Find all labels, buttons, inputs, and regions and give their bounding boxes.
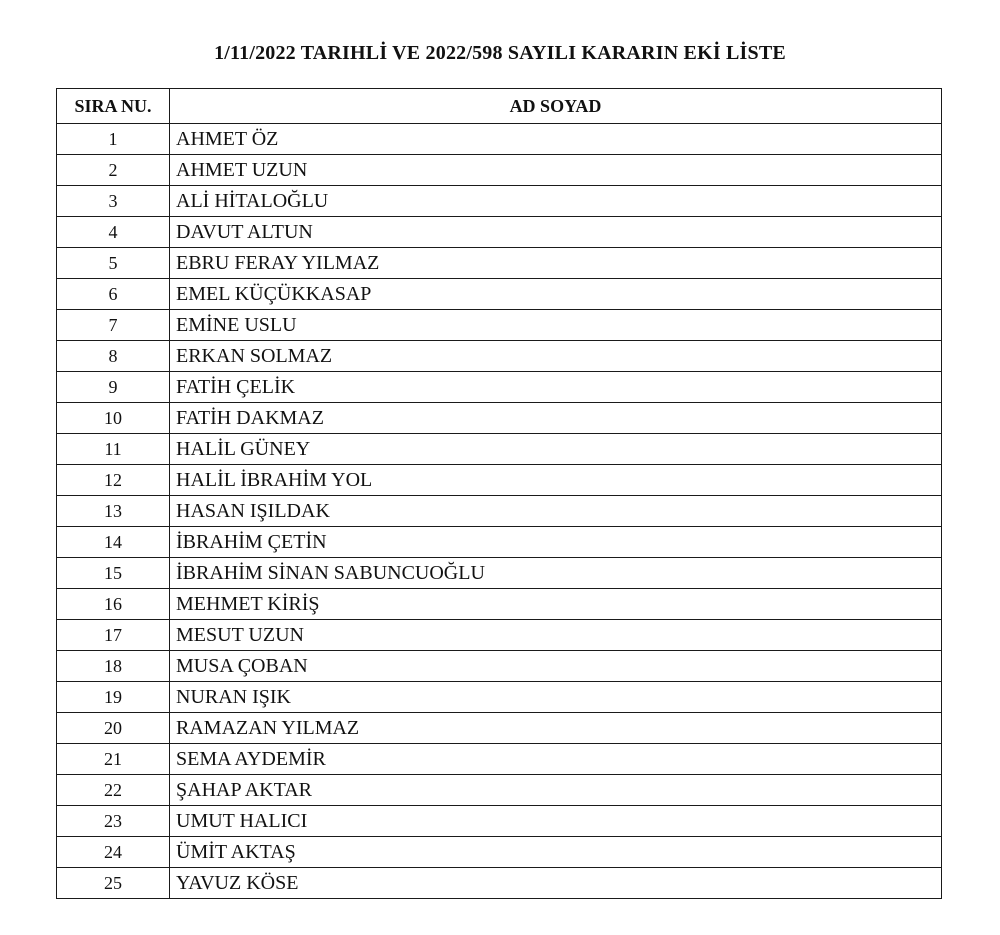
row-name: EMEL KÜÇÜKKASAP [170,279,942,310]
row-name: ÜMİT AKTAŞ [170,837,942,868]
table-row [57,651,942,682]
row-number: 13 [57,496,170,527]
row-name: DAVUT ALTUN [170,217,942,248]
table-row [57,434,942,465]
name-list-table [56,88,942,899]
table-row [57,744,942,775]
table-row [57,217,942,248]
row-number: 7 [57,310,170,341]
table-row [57,465,942,496]
row-name: AHMET ÖZ [170,124,942,155]
row-number: 18 [57,651,170,682]
row-name: ERKAN SOLMAZ [170,341,942,372]
row-number: 20 [57,713,170,744]
row-name: HALİL GÜNEY [170,434,942,465]
table-row [57,713,942,744]
row-name: EMİNE USLU [170,310,942,341]
table-row [57,372,942,403]
table-row [57,589,942,620]
row-number: 10 [57,403,170,434]
row-number: 2 [57,155,170,186]
table-row [57,806,942,837]
row-name: MESUT UZUN [170,620,942,651]
table-row [57,155,942,186]
row-number: 3 [57,186,170,217]
row-name: HALİL İBRAHİM YOL [170,465,942,496]
table-row [57,186,942,217]
row-number: 17 [57,620,170,651]
row-number: 24 [57,837,170,868]
row-number: 8 [57,341,170,372]
row-name: EBRU FERAY YILMAZ [170,248,942,279]
table-row [57,527,942,558]
row-number: 15 [57,558,170,589]
row-number: 21 [57,744,170,775]
row-number: 6 [57,279,170,310]
table-row [57,124,942,155]
table-row [57,310,942,341]
table-row [57,248,942,279]
table-row [57,775,942,806]
row-name: RAMAZAN YILMAZ [170,713,942,744]
row-name: FATİH ÇELİK [170,372,942,403]
row-number: 23 [57,806,170,837]
table-row [57,558,942,589]
row-name: MUSA ÇOBAN [170,651,942,682]
row-name: YAVUZ KÖSE [170,868,942,899]
row-number: 12 [57,465,170,496]
table-header-row [57,89,942,124]
table-row [57,682,942,713]
document-title: 1/11/2022 TARIHLİ VE 2022/598 SAYILI KARARIN EKİ LİSTE [214,42,786,64]
row-name: ALİ HİTALOĞLU [170,186,942,217]
row-number: 25 [57,868,170,899]
table-row [57,279,942,310]
row-number: 9 [57,372,170,403]
row-name: MEHMET KİRİŞ [170,589,942,620]
row-number: 16 [57,589,170,620]
table-row [57,868,942,899]
table-row [57,837,942,868]
table-row [57,403,942,434]
row-name: UMUT HALICI [170,806,942,837]
table-row [57,496,942,527]
row-number: 4 [57,217,170,248]
row-number: 5 [57,248,170,279]
row-name: NURAN IŞIK [170,682,942,713]
row-name: ŞAHAP AKTAR [170,775,942,806]
table-row [57,620,942,651]
column-header-number: SIRA NU. [57,89,170,124]
column-header-name: AD SOYAD [170,89,942,124]
row-name: FATİH DAKMAZ [170,403,942,434]
table-row [57,341,942,372]
row-name: SEMA AYDEMİR [170,744,942,775]
row-number: 19 [57,682,170,713]
row-number: 11 [57,434,170,465]
row-name: İBRAHİM SİNAN SABUNCUOĞLU [170,558,942,589]
row-name: AHMET UZUN [170,155,942,186]
row-name: İBRAHİM ÇETİN [170,527,942,558]
row-number: 22 [57,775,170,806]
row-number: 1 [57,124,170,155]
row-name: HASAN IŞILDAK [170,496,942,527]
row-number: 14 [57,527,170,558]
